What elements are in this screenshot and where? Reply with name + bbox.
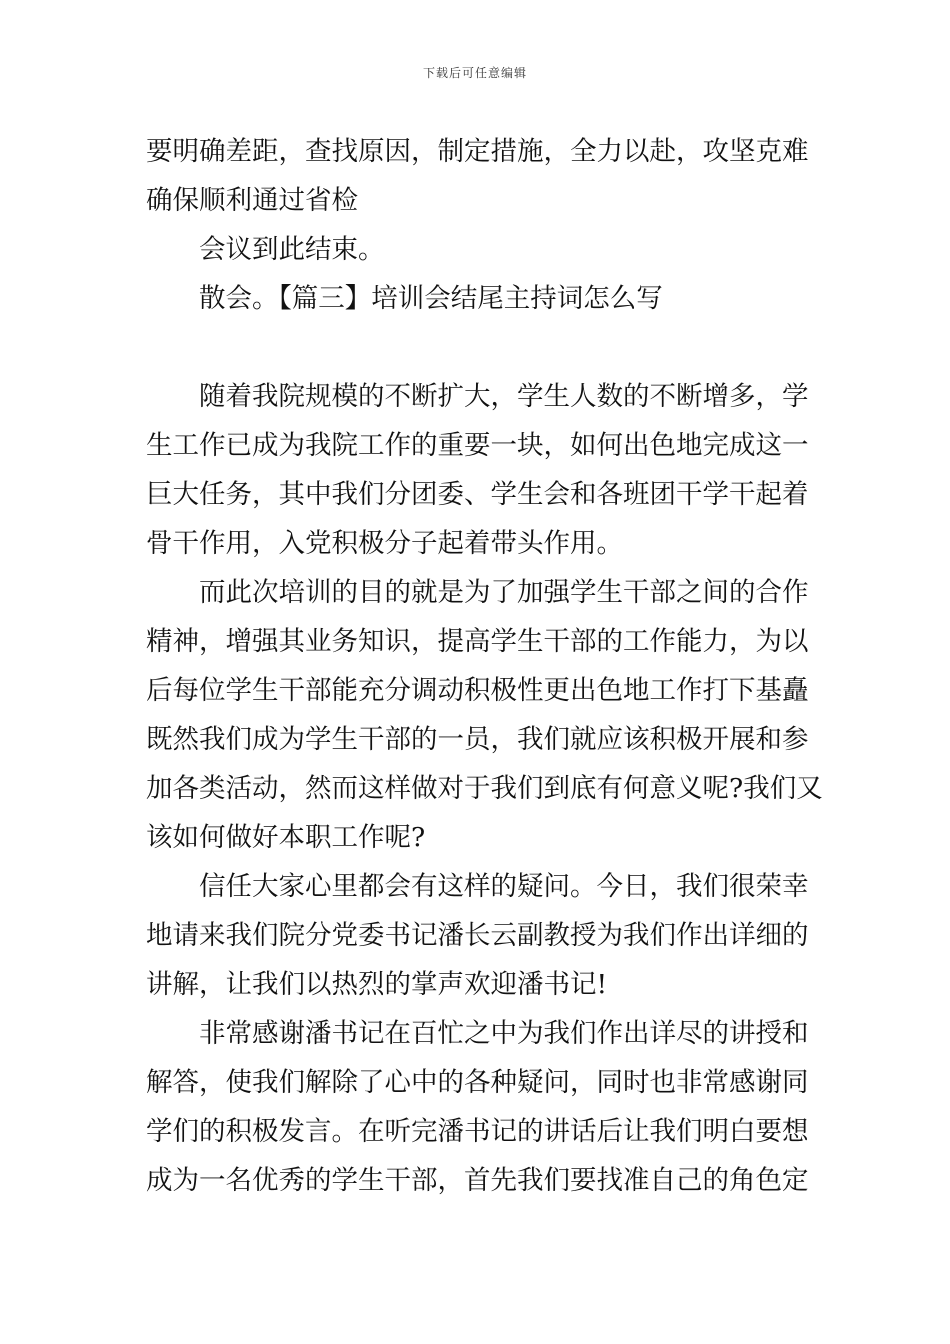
text-line: 会议到此结束。	[199, 234, 385, 265]
page-header: 下载后可任意编辑	[422, 66, 527, 80]
paragraph-start: 而此次培训的目的就是为了加强学生干部之间的合作	[199, 577, 809, 608]
text-line: 该如何做好本职工作呢?	[146, 822, 426, 853]
paragraph-start: 随着我院规模的不断扩大，学生人数的不断增多，学	[199, 381, 809, 412]
text-line: 巨大任务，其中我们分团委、学生会和各班团干学干起着	[146, 479, 809, 510]
blank-line	[146, 323, 811, 372]
text-line: 解答，使我们解除了心中的各种疑问，同时也非常感谢同	[146, 1067, 809, 1098]
text-line: 成为一名优秀的学生干部，首先我们要找准自己的角色定	[146, 1165, 809, 1196]
text-line: 讲解，让我们以热烈的掌声欢迎潘书记!	[146, 969, 608, 1000]
text-line: 地请来我们院分党委书记潘长云副教授为我们作出详细的	[146, 920, 809, 951]
text-line: 骨干作用，入党积极分子起着带头作用。	[146, 528, 623, 559]
text-line: 后每位学生干部能充分调动积极性更出色地工作打下基矗	[146, 675, 809, 706]
document-body	[146, 127, 823, 1205]
section-heading-line: 散会。【篇三】培训会结尾主持词怎么写	[199, 283, 663, 314]
text-line: 要明确差距，查找原因，制定措施，全力以赴，攻坚克难	[146, 136, 809, 167]
paragraph-start: 非常感谢潘书记在百忙之中为我们作出详尽的讲授和	[199, 1018, 809, 1049]
text-line: 既然我们成为学生干部的一员，我们就应该积极开展和参	[146, 724, 809, 755]
text-line: 生工作已成为我院工作的重要一块，如何出色地完成这一	[146, 430, 809, 461]
text-line: 加各类活动，然而这样做对于我们到底有何意义呢?我们又	[146, 773, 823, 804]
text-line: 确保顺利通过省检	[146, 185, 358, 216]
text-line: 精神，增强其业务知识，提高学生干部的工作能力，为以	[146, 626, 809, 657]
text-line: 学们的积极发言。在听完潘书记的讲话后让我们明白要想	[146, 1116, 809, 1147]
paragraph-start: 信任大家心里都会有这样的疑问。今日，我们很荣幸	[199, 871, 809, 902]
